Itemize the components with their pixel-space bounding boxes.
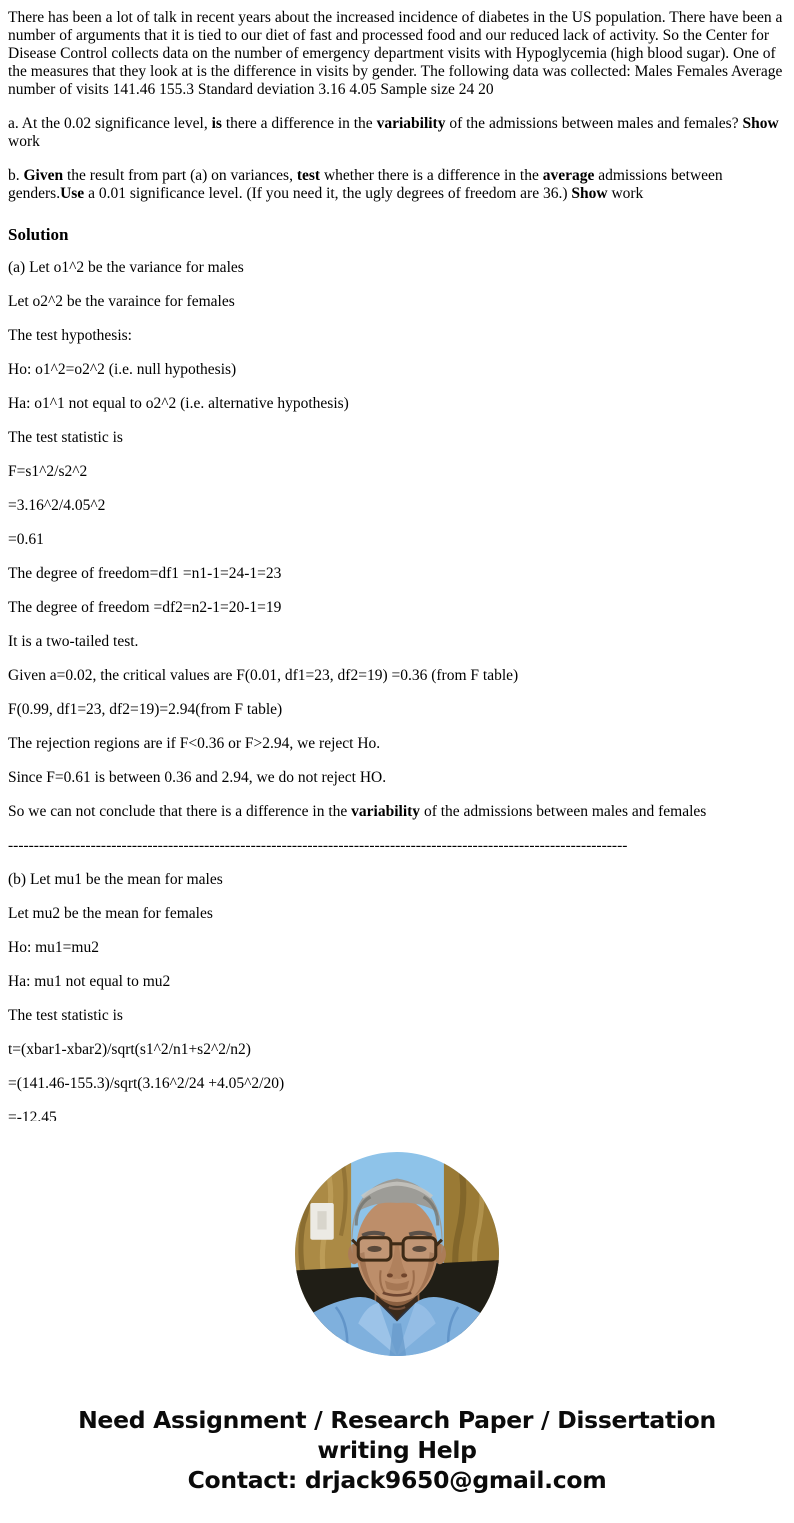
solution-line: (a) Let o1^2 be the variance for males [8, 259, 244, 276]
text-segment: of the admissions between males and females? [445, 115, 743, 132]
solution-line: Since F=0.61 is between 0.36 and 2.94, we do not reject HO. [8, 769, 387, 786]
text-segment: Use [60, 185, 85, 202]
text-segment: whether there is a difference in the [320, 167, 543, 184]
solution-line: =0.61 [8, 531, 44, 548]
text-segment: of the admissions between males and females [420, 803, 707, 820]
text-segment: admissions between genders. [8, 167, 723, 202]
text-segment: work [607, 185, 644, 202]
solution-line: It is a two-tailed test. [8, 633, 139, 650]
solution-heading: Solution [8, 225, 69, 244]
text-segment: test [296, 167, 321, 184]
solution-line: The rejection regions are if F<0.36 or F>2.94, we reject Ho. [8, 735, 381, 752]
text-segment: variability [376, 115, 446, 132]
separator-line: ------------------------------------------------------------------------------------------------------------------------ [8, 837, 628, 854]
conclusion-line [8, 803, 786, 821]
solution-line: The degree of freedom =df2=n2-1=20-1=19 [8, 599, 282, 616]
text-segment: there a difference in the [221, 115, 377, 132]
footer-line-2: writing Help [317, 1436, 477, 1464]
question-a [8, 115, 786, 151]
tutor-photo [295, 1152, 499, 1356]
text-segment: b. [8, 167, 24, 184]
question-b [8, 167, 786, 203]
footer-banner [0, 1405, 794, 1495]
solution-line: Given a=0.02, the critical values are F(0.01, df1=23, df2=19) =0.36 (from F table) [8, 667, 519, 684]
text-segment: variability [351, 803, 421, 820]
solution-line: Ho: mu1=mu2 [8, 939, 99, 956]
solution-line: The test statistic is [8, 1007, 123, 1024]
text-segment: a. At the 0.02 significance level, [8, 115, 212, 132]
solution-line: =(141.46-155.3)/sqrt(3.16^2/24 +4.05^2/20) [8, 1075, 285, 1092]
text-segment: Show [742, 115, 779, 132]
text-segment: the result from part (a) on variances, [63, 167, 297, 184]
solution-line: Let mu2 be the mean for females [8, 905, 213, 922]
solution-line: t=(xbar1-xbar2)/sqrt(s1^2/n1+s2^2/n2) [8, 1041, 251, 1058]
solution-line: The degree of freedom=df1 =n1-1=24-1=23 [8, 565, 282, 582]
text-segment: Given [23, 167, 64, 184]
text-segment: So we can not conclude that there is a difference in the [8, 803, 352, 820]
text-segment: average [542, 167, 595, 184]
problem-intro: There has been a lot of talk in recent years about the increased incidence of diabetes in the US population. There have been a number of arguments that it is tied to our diet of fast and processed food and our reduced lack of activity. So the Center for Disease Control collects data on the number of emergency department visits with Hypoglycemia (high blood sugar). One of the measures that they look at is the difference in visits by gender. The following data was collected: Males Females Average number of visits 141.46 155.3 Standard deviation 3.16 4.05 Sample size 24 20 [8, 9, 783, 98]
text-segment: is [211, 115, 222, 132]
solution-line: F(0.99, df1=23, df2=19)=2.94(from F table) [8, 701, 283, 718]
footer-line-1: Need Assignment / Research Paper / Dissertation [78, 1406, 716, 1434]
solution-line: =3.16^2/4.05^2 [8, 497, 106, 514]
solution-line: Ho: o1^2=o2^2 (i.e. null hypothesis) [8, 361, 237, 378]
footer-contact-email: Contact: drjack9650@gmail.com [187, 1466, 607, 1494]
solution-line: (b) Let mu1 be the mean for males [8, 871, 223, 888]
solution-line: The test statistic is [8, 429, 123, 446]
solution-line: Ha: o1^1 not equal to o2^2 (i.e. alternative hypothesis) [8, 395, 349, 412]
solution-line: Ha: mu1 not equal to mu2 [8, 973, 171, 990]
solution-line: F=s1^2/s2^2 [8, 463, 88, 480]
text-segment: Show [571, 185, 608, 202]
solution-line: The test hypothesis: [8, 327, 132, 344]
tutor-photo-container [0, 1152, 794, 1356]
text-segment: work [8, 133, 40, 150]
solution-line: =-12.45 [8, 1109, 57, 1121]
text-segment: a 0.01 significance level. (If you need it, the ugly degrees of freedom are 36.) [84, 185, 572, 202]
solution-line: Let o2^2 be the varaince for females [8, 293, 235, 310]
